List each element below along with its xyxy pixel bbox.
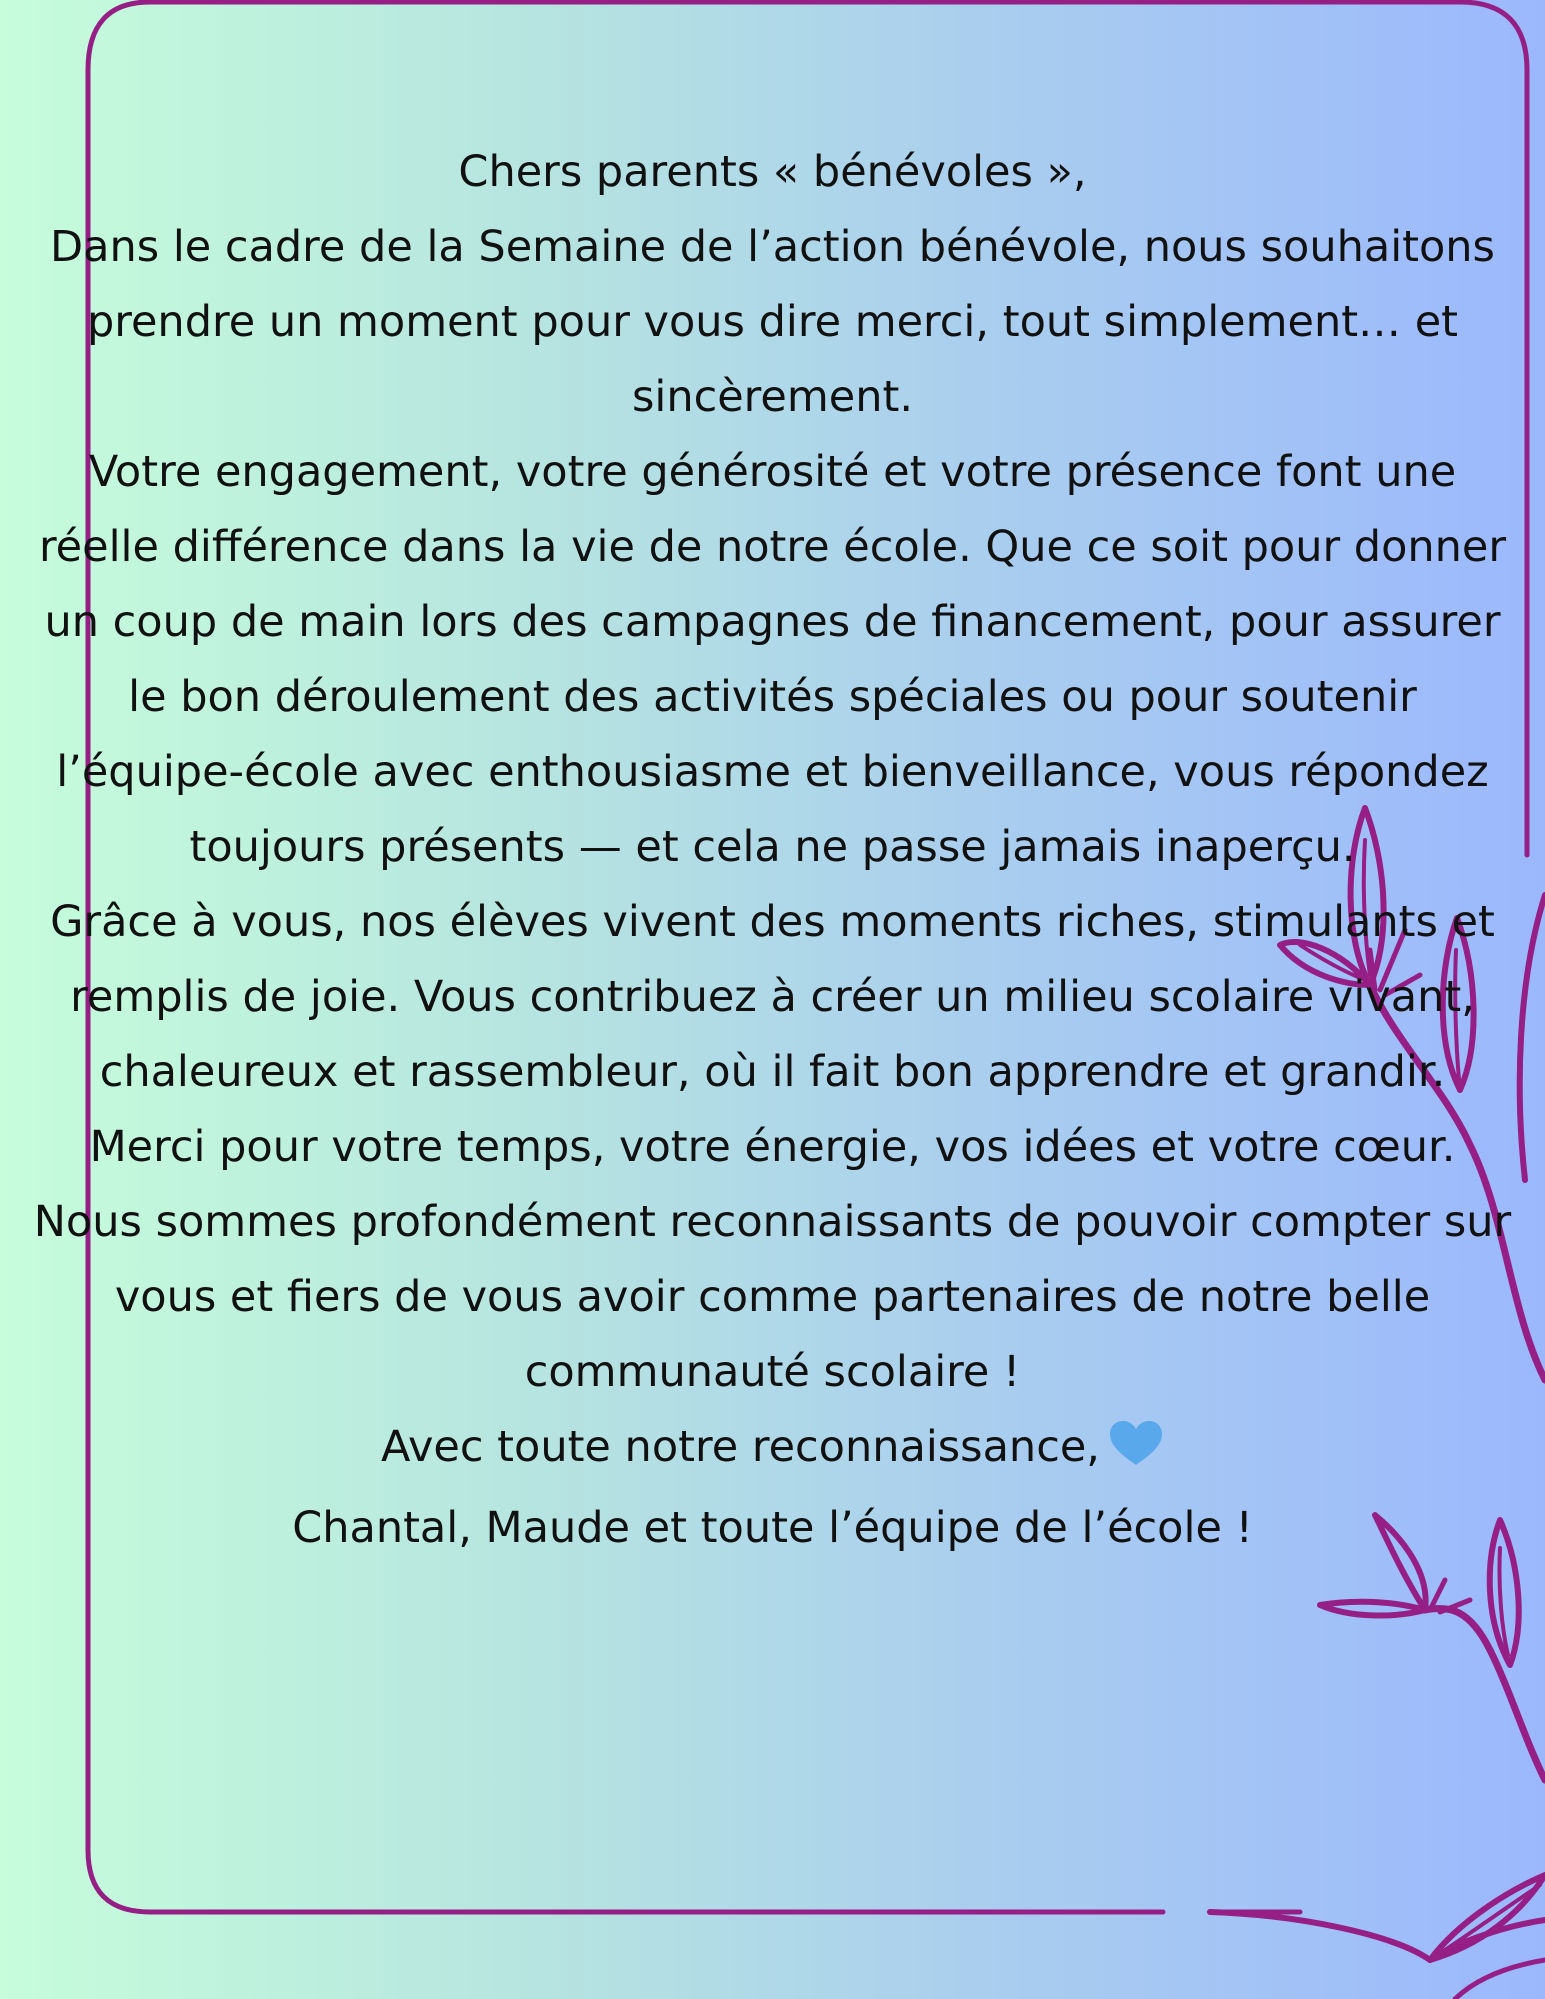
letter-paragraph: Merci pour votre temps, votre énergie, vos idées et votre cœur. Nous sommes profondément reconnaissants de pouvoir compter sur vous et fiers de vous avoir comme partenaires de notre belle communauté scolaire !	[33, 1122, 1512, 1397]
letter-paragraph: Votre engagement, votre générosité et votre présence font une réelle différence dans la vie de notre école. Que ce soit pour donner un coup de main lors des campagnes de financement, pour assurer le bon déroulement des activités spéciales ou pour soutenir l’équipe-école avec enthousiasme et bienveillance, vous répondez toujours présents — et cela ne passe jamais inaperçu.	[38, 447, 1507, 872]
letter-closing-line	[30, 1410, 1515, 1491]
letter-signature: Chantal, Maude et toute l’équipe de l’école !	[292, 1503, 1253, 1553]
vine-stem-lower	[1425, 1608, 1545, 1780]
vine-leaf-8	[1455, 1960, 1545, 1999]
vine-leaf-6	[1320, 1602, 1425, 1616]
letter-paragraph: Grâce à vous, nos élèves vivent des moments riches, stimulants et remplis de joie. Vous contribuez à créer un milieu scolaire vivant, chaleureux et rassembleur, où il fait bon apprendre et grandir.	[50, 897, 1495, 1097]
letter-greeting: Chers parents « bénévoles »,	[458, 147, 1087, 197]
vine-leaf-7-vein	[1445, 1885, 1540, 1950]
blue-heart-icon	[1108, 1416, 1164, 1491]
letter-paragraph: Dans le cadre de la Semaine de l’action bénévole, nous souhaitons prendre un moment pour vous dire merci, tout simplement… et sincèrement.	[50, 222, 1495, 422]
vine-sweep-bottom	[1210, 1912, 1545, 1960]
letter-closing: Avec toute notre reconnaissance,	[381, 1422, 1100, 1472]
vine-stem-right	[1520, 895, 1545, 1180]
letter-body	[30, 135, 1515, 1566]
